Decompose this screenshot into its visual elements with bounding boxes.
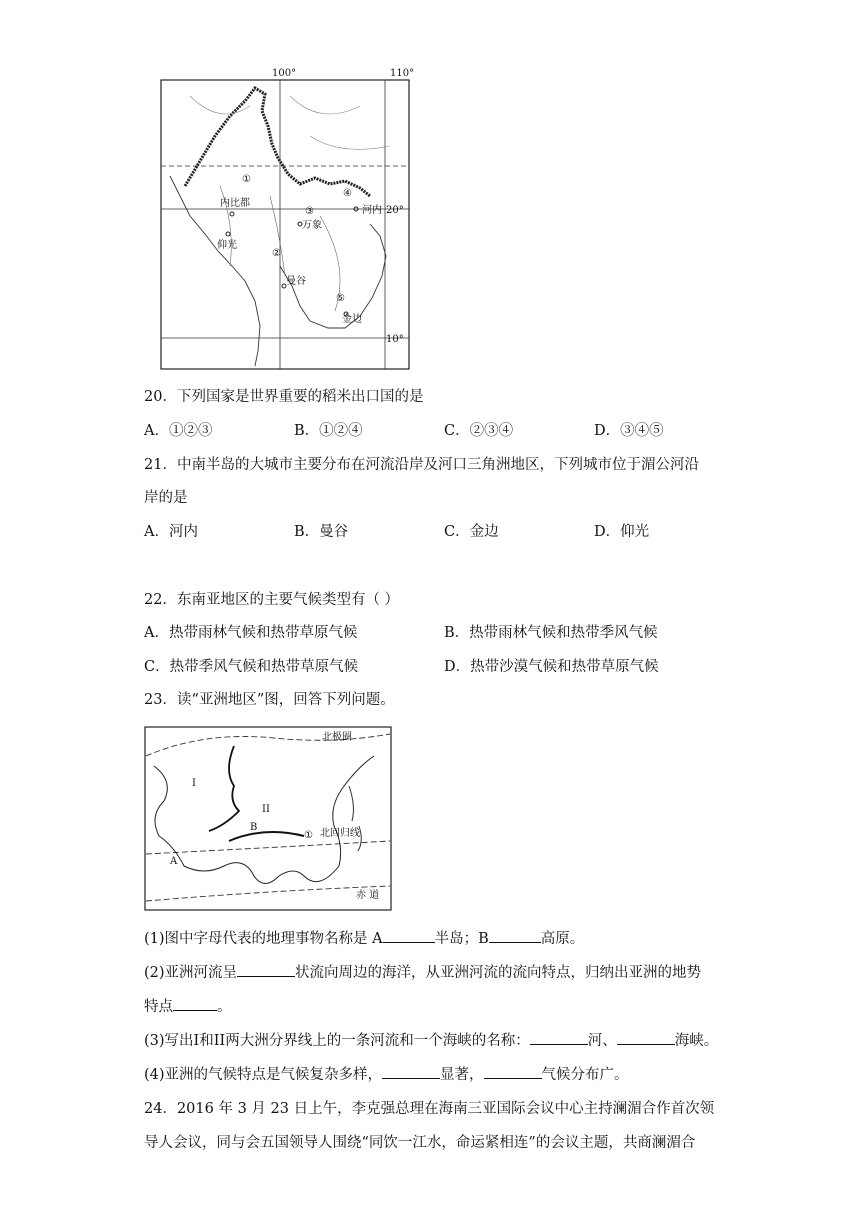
q23-part2-c: 特点 bbox=[144, 999, 173, 1015]
q23-part1-b: 半岛；B bbox=[434, 931, 489, 947]
q23-blank-a[interactable] bbox=[383, 928, 435, 943]
q23-part2-b: 状流向周边的海洋，从亚洲河流的流向特点，归纳出亚洲的地势 bbox=[295, 965, 702, 981]
label-A: A bbox=[170, 856, 178, 867]
q23-part2-line1 bbox=[144, 962, 701, 984]
q21-option-c[interactable]: C．金边 bbox=[444, 524, 499, 540]
city-vientiane: 万象 bbox=[302, 220, 322, 231]
q23-part1-c: 高原。 bbox=[540, 931, 585, 947]
q24-line2: 导人会议，同与会五国领导人围绕“同饮一江水，命运紧相连”的会议主题，共商澜湄合 bbox=[144, 1135, 696, 1151]
q20-option-b[interactable]: B．①②④ bbox=[294, 423, 363, 439]
q22-option-a[interactable]: A．热带雨林气候和热带草原气候 bbox=[144, 625, 358, 641]
q23-part2-a: (2)亚洲河流呈 bbox=[144, 965, 238, 981]
q23-blank-b[interactable] bbox=[489, 928, 541, 943]
q22-option-b[interactable]: B．热带雨林气候和热带季风气候 bbox=[444, 625, 658, 641]
marker-4: ④ bbox=[343, 188, 352, 199]
tropic-label: 北回归线 bbox=[320, 828, 360, 839]
q23-part3-b: 河、 bbox=[587, 1033, 617, 1049]
marker-3: ③ bbox=[305, 206, 314, 217]
q21-stem-line1: 21．中南半岛的大城市主要分布在河流沿岸及河口三角洲地区，下列城市位于湄公河沿 bbox=[144, 457, 699, 473]
q23-part2-d: 。 bbox=[217, 999, 232, 1015]
q23-blank-river-name[interactable] bbox=[530, 1030, 588, 1045]
region-I-label: I bbox=[192, 778, 196, 789]
q20-option-d[interactable]: D．③④⑤ bbox=[594, 423, 664, 439]
lat-10-label: 10° bbox=[386, 334, 404, 345]
q21-stem-line2: 岸的是 bbox=[144, 490, 188, 506]
q21-option-a[interactable]: A．河内 bbox=[144, 524, 198, 540]
q23-part4-b: 显著， bbox=[440, 1067, 484, 1083]
city-bangkok: 曼谷 bbox=[286, 276, 306, 287]
arctic-circle-label: 北极圈 bbox=[322, 732, 352, 743]
marker-2: ② bbox=[272, 248, 281, 259]
lon-110-label: 110° bbox=[390, 68, 415, 79]
q21-option-b[interactable]: B．曼谷 bbox=[294, 524, 349, 540]
q23-stem: 23．读“亚洲地区”图，回答下列问题。 bbox=[144, 692, 395, 708]
q23-blank-river[interactable] bbox=[237, 962, 295, 977]
q23-part2-line2 bbox=[144, 996, 232, 1018]
q22-option-c[interactable]: C．热带季风气候和热带草原气候 bbox=[144, 659, 359, 675]
q20-option-c[interactable]: C．②③④ bbox=[444, 423, 514, 439]
region-II-label: II bbox=[262, 804, 270, 815]
lon-100-label: 100° bbox=[272, 68, 297, 79]
city-phnompenh: 金边 bbox=[342, 314, 362, 325]
q22-option-d[interactable]: D．热带沙漠气候和热带草原气候 bbox=[444, 659, 659, 675]
q22-stem: 22．东南亚地区的主要气候类型有（ ） bbox=[144, 592, 400, 608]
q23-part1-a: (1)图中字母代表的地理事物名称是 A bbox=[144, 931, 383, 947]
marker-5: ⑤ bbox=[336, 293, 345, 304]
q23-part1 bbox=[144, 928, 584, 950]
q23-blank-climate1[interactable] bbox=[382, 1064, 440, 1079]
q23-part4-c: 气候分布广。 bbox=[541, 1067, 629, 1083]
lat-20-label: 20° bbox=[386, 205, 404, 216]
q24-line1: 24．2016 年 3 月 23 日上午，李克强总理在海南三亚国际会议中心主持澜湄合作首次领 bbox=[144, 1101, 715, 1117]
q23-blank-climate2[interactable] bbox=[484, 1064, 542, 1079]
city-hanoi: 河内 bbox=[362, 205, 382, 216]
q23-part3-c: 海峡。 bbox=[674, 1033, 719, 1049]
equator-label: 赤 道 bbox=[356, 890, 380, 901]
indochina-map bbox=[160, 66, 415, 370]
q20-option-a[interactable]: A．①②③ bbox=[144, 423, 213, 439]
marker-1: ① bbox=[242, 174, 251, 185]
q23-part3-a: (3)写出I和II两大洲分界线上的一条河流和一个海峡的名称： bbox=[144, 1033, 530, 1049]
marker-circle-1: ① bbox=[304, 830, 313, 841]
q23-part4-a: (4)亚洲的气候特点是气候复杂多样， bbox=[144, 1067, 383, 1083]
q23-part4 bbox=[144, 1064, 629, 1086]
label-B: B bbox=[250, 822, 258, 833]
q23-blank-terrain[interactable] bbox=[173, 996, 217, 1011]
q23-part3 bbox=[144, 1030, 718, 1052]
asia-map bbox=[144, 726, 394, 912]
q21-option-d[interactable]: D．仰光 bbox=[594, 524, 650, 540]
city-naypyidaw: 内比都 bbox=[220, 198, 250, 209]
q23-blank-strait[interactable] bbox=[617, 1030, 675, 1045]
q20-stem: 20．下列国家是世界重要的稻米出口国的是 bbox=[144, 389, 424, 405]
city-yangon: 仰光 bbox=[217, 240, 237, 251]
